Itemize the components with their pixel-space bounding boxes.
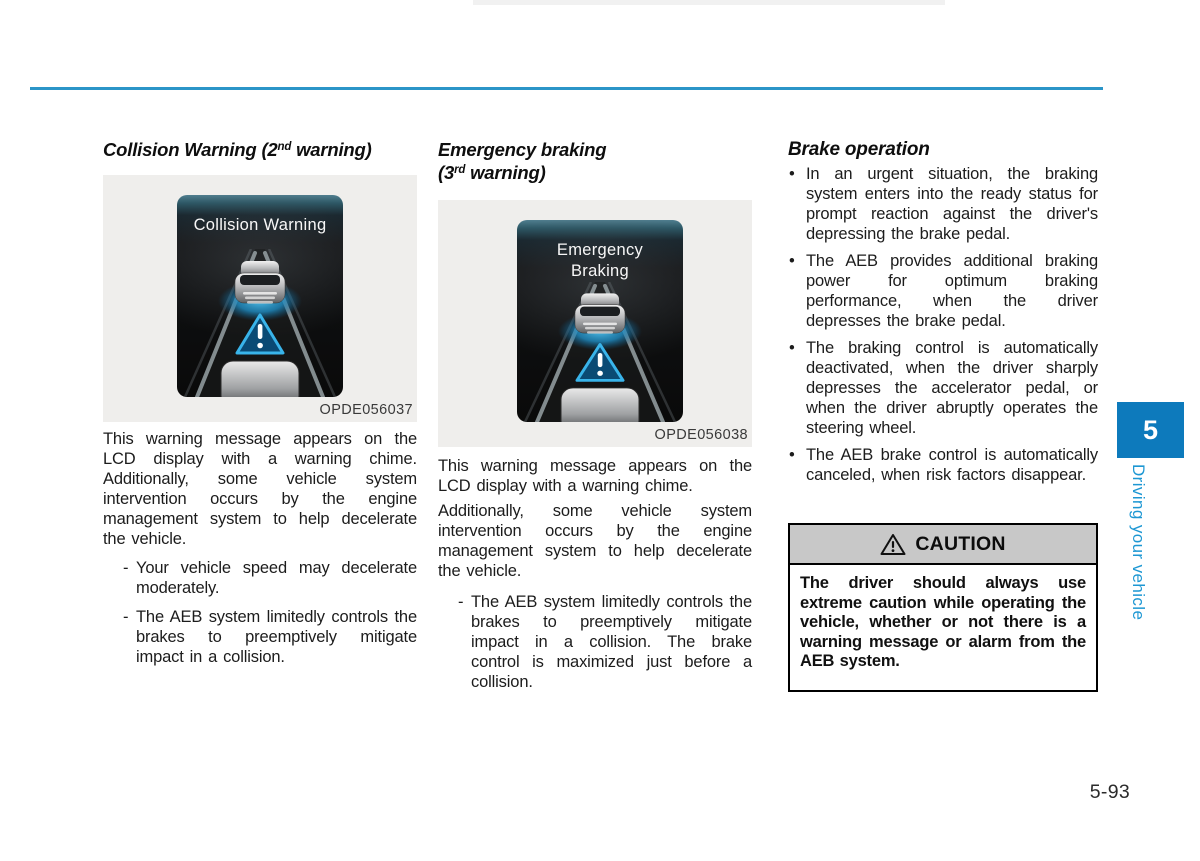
column-collision-warning: [103, 0, 417, 861]
bullet-list-item: • The AEB provides additional braking power for optimum braking performance, when the driver depresses the brake pedal.: [788, 251, 1098, 331]
heading-ordinal-sup: nd: [277, 141, 292, 153]
heading-text: Collision Warning (2: [103, 139, 278, 160]
bullet-list-item: • The AEB brake control is automatically canceled, when risk factors disappear.: [788, 445, 1098, 485]
heading-line1: Emergency braking: [438, 139, 607, 160]
dash-list-item: - The AEB system limitedly controls the brakes to preemptively mitigate impact in a collision. The brake control is maximized just before a collision.: [438, 592, 752, 692]
lcd-message-line2: Braking: [570, 262, 630, 280]
lcd-display-emergency: [517, 220, 683, 422]
paragraph: This warning message appears on the LCD display with a warning chime. Additionally, some vehicle system intervention occurs by the engine management system to help decelerate the vehicle.: [103, 430, 417, 548]
heading-text-tail: warning): [291, 139, 372, 160]
heading-line2: [438, 161, 752, 188]
heading-brake-operation: Brake operation: [788, 139, 930, 160]
lcd-message-line1: Emergency: [556, 241, 644, 259]
dash-list-item: - The AEB system limitedly controls the brakes to preemptively mitigate impact in a collision.: [103, 607, 417, 667]
bullet-list-item: • In an urgent situation, the braking system enters into the ready status for prompt reaction against the driver's depressing the brake pedal.: [788, 164, 1098, 244]
figure-caption-code: OPDE056037: [319, 402, 413, 418]
caution-triangle-icon: [880, 533, 906, 556]
chapter-title-vertical: Driving your vehicle: [1129, 464, 1148, 621]
paragraph: This warning message appears on the LCD display with a warning chime.: [438, 457, 752, 495]
chapter-number: 5: [1142, 414, 1159, 445]
emergency-braking-body: [438, 456, 752, 692]
figure-collision-warning: [103, 175, 417, 422]
heading-collision-warning: [103, 138, 417, 165]
figure-caption-code: OPDE056038: [654, 427, 748, 443]
lcd-message-text: Collision Warning: [193, 216, 327, 234]
chapter-number-tab: [1117, 402, 1184, 458]
heading-emergency-braking: [438, 138, 752, 188]
figure-emergency-braking: [438, 200, 752, 447]
road-scene-graphic: [177, 249, 343, 397]
own-vehicle: [561, 388, 639, 422]
caution-body-text: The driver should always use extreme caution while operating the vehicle, whether or not there is a warning message or alarm from the AEB system.: [800, 574, 1086, 670]
heading-ordinal-sup: rd: [454, 164, 466, 176]
caution-box: [788, 523, 1098, 692]
road-scene-graphic: [517, 282, 683, 422]
collision-warning-body: [103, 429, 417, 667]
heading-text-tail: warning): [465, 162, 546, 183]
lcd-message-text: [517, 240, 683, 282]
column-emergency-braking: [438, 0, 752, 861]
page-number: 5-93: [1089, 781, 1130, 803]
paragraph: Additionally, some vehicle system intervention occurs by the engine management system to help decelerate the vehicle.: [438, 502, 752, 580]
bullet-list-item: • The braking control is automatically deactivated, when the driver sharply depresses the accelerator pedal, or when the driver abruptly operates the steering wheel.: [788, 338, 1098, 438]
brake-operation-list: [788, 164, 1098, 485]
column-brake-operation: [788, 0, 1098, 861]
heading-text: (3: [438, 162, 455, 183]
caution-header: [790, 525, 1096, 565]
dash-list-item: - Your vehicle speed may decelerate moderately.: [103, 558, 417, 598]
lcd-display-collision: [177, 195, 343, 397]
caution-title: CAUTION: [915, 532, 1006, 555]
own-vehicle: [221, 361, 299, 397]
